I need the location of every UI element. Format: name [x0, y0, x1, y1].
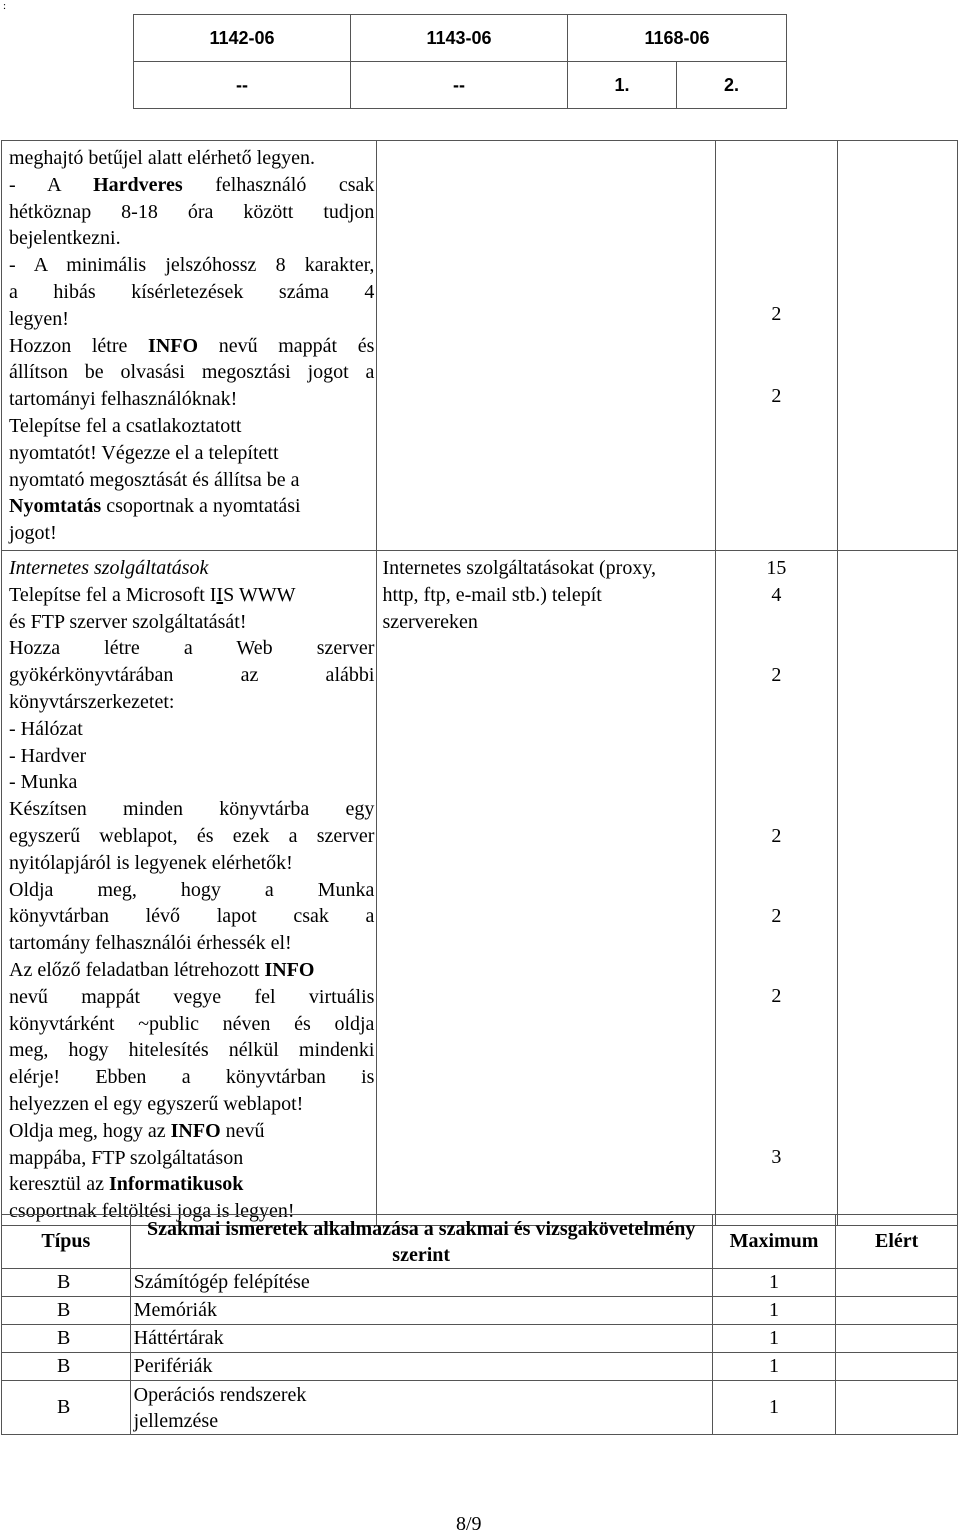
score-value: 2	[771, 905, 782, 927]
skill-header: Szakmai ismeretek alkalmazása a szakmai és vizsgakövetelmény szerint	[130, 1215, 712, 1269]
score-value: 2	[771, 303, 782, 325]
text-line: meg, hogy hitelesítés nélkül mindenki	[9, 1039, 375, 1062]
type-cell: B	[2, 1353, 131, 1381]
text-line: gyökérkönyvtárában az alábbi	[9, 664, 375, 687]
maximum-header: Maximum	[712, 1215, 836, 1269]
table-row	[2, 1325, 958, 1353]
text-line: legyen!	[9, 307, 69, 330]
table-row	[2, 1297, 958, 1325]
text-line: egyszerű weblapot, és ezek a szerver	[9, 824, 375, 847]
text-line: http, ftp, e-mail stb.) telepít	[382, 583, 602, 606]
module-code-cell: 1142-06	[134, 15, 351, 62]
achieved-cell	[837, 141, 957, 551]
skill-cell: Háttértárak	[130, 1325, 712, 1353]
skill-cell: Számítógép felépítése	[130, 1269, 712, 1297]
score-cell	[715, 141, 837, 551]
text-line: állítson be olvasási megosztási jogot a	[9, 361, 375, 384]
score-value: 2	[771, 664, 782, 686]
text-line: helyezzen el egy egyszerű weblapot!	[9, 1092, 304, 1115]
description-cell	[377, 141, 715, 551]
bold-term: INFO	[170, 1119, 221, 1142]
score-value: 3	[771, 1146, 782, 1168]
internet-services-tasks	[9, 555, 374, 1225]
text-line: - Munka	[9, 771, 78, 794]
type-header: Típus	[2, 1215, 131, 1269]
bold-term: Informatikusok	[108, 1173, 244, 1196]
text-line: nevű mappát vegye fel virtuális	[9, 985, 375, 1008]
text-line: könyvtárszerkezetet:	[9, 690, 175, 713]
task-list-continued	[9, 145, 374, 547]
text-line: hétköznap 8-18 óra között tudjon	[9, 200, 375, 223]
maximum-cell: 1	[712, 1325, 836, 1353]
text-line: meghajtó betűjel alatt elérhető legyen.	[9, 147, 315, 169]
achieved-cell	[837, 551, 957, 1226]
achieved-cell	[836, 1297, 958, 1325]
text-line: könyvtárban lévő lapot csak a	[9, 905, 375, 928]
text-line: keresztül az Informatikusok	[9, 1173, 244, 1196]
text-line: bejelentkezni.	[9, 227, 121, 250]
score-value: 2	[771, 385, 782, 407]
text-line: - Hálózat	[9, 717, 83, 740]
section-total-score: 15	[766, 557, 787, 579]
maximum-cell: 1	[712, 1269, 836, 1297]
task-text-cell	[2, 551, 377, 1226]
score-value: 4	[771, 584, 782, 606]
text-line: nyomtató megosztását és állítsa be a	[9, 468, 300, 491]
text-line: nyitólapjáról is legyenek elérhetők!	[9, 851, 293, 874]
text-line: mappába, FTP szolgáltatáson	[9, 1146, 244, 1169]
text-line: Hozzon létre INFO nevű mappát és	[9, 334, 375, 357]
text-line: Internetes szolgáltatásokat (proxy,	[382, 557, 657, 579]
score-cell	[715, 551, 837, 1226]
module-mark-cell: 2.	[677, 62, 787, 109]
text-line: Hozza létre a Web szerver	[9, 637, 375, 660]
page-number: 8/9	[456, 1513, 482, 1535]
achieved-cell	[836, 1381, 958, 1435]
text-line: tartomány felhasználói érhessék el!	[9, 932, 292, 955]
type-cell: B	[2, 1297, 131, 1325]
module-mark-cell: --	[351, 62, 568, 109]
text-line: - A Hardveres felhasználó csak	[9, 173, 375, 196]
maximum-cell: 1	[712, 1353, 836, 1381]
text-line: csoportnak feltöltési joga is legyen!	[9, 1200, 295, 1223]
type-cell: B	[2, 1381, 131, 1435]
type-cell: B	[2, 1325, 131, 1353]
text-line: - Hardver	[9, 744, 87, 767]
table-row	[2, 1269, 958, 1297]
module-mark-cell: --	[134, 62, 351, 109]
text-line: Oldja meg, hogy az INFO nevű	[9, 1119, 265, 1142]
text-line: Nyomtatás csoportnak a nyomtatási	[9, 495, 301, 518]
skill-cell: Memóriák	[130, 1297, 712, 1325]
text-line: Telepítse fel a Microsoft IIS WWW	[9, 583, 296, 606]
module-code-cell: 1168-06	[568, 15, 787, 62]
skill-cell: Perifériák	[130, 1353, 712, 1381]
module-code-table	[133, 14, 787, 109]
skill-cell: Operációs rendszerek jellemzése	[130, 1381, 712, 1435]
bold-term: Nyomtatás	[9, 495, 102, 518]
task-table	[1, 140, 958, 1226]
maximum-cell: 1	[712, 1381, 836, 1435]
achieved-cell	[836, 1269, 958, 1297]
score-value: 2	[771, 985, 782, 1007]
module-code-cell: 1143-06	[351, 15, 568, 62]
text-line: jogot!	[9, 522, 57, 545]
text-line: és FTP szerver szolgáltatását!	[9, 610, 247, 633]
corner-mark: :	[3, 0, 7, 12]
text-line: a hibás kísérletezések száma 4	[9, 280, 375, 303]
bold-term: Hardveres	[93, 173, 183, 196]
score-value: 2	[771, 825, 782, 847]
task-text-cell	[2, 141, 377, 551]
bold-term: INFO	[148, 334, 199, 357]
text-line: - A minimális jelszóhossz 8 karakter,	[9, 254, 375, 277]
table-row	[2, 1381, 958, 1435]
maximum-cell: 1	[712, 1297, 836, 1325]
text-line: elérje! Ebben a könyvtárban is	[9, 1066, 375, 1089]
text-line: könyvtárként ~public néven és oldja	[9, 1012, 375, 1035]
module-mark-cell: 1.	[568, 62, 677, 109]
text-line: Telepítse fel a csatlakoztatott	[9, 414, 242, 437]
section-title: Internetes szolgáltatások	[9, 557, 209, 579]
section-description	[382, 555, 710, 635]
text-line: szervereken	[382, 610, 478, 633]
text-line: nyomtatót! Végezze el a telepített	[9, 441, 279, 464]
text-line: Oldja meg, hogy a Munka	[9, 878, 375, 901]
achieved-cell	[836, 1353, 958, 1381]
achieved-header: Elért	[836, 1215, 958, 1269]
achieved-cell	[836, 1325, 958, 1353]
table-row	[2, 1353, 958, 1381]
text-line: tartományi felhasználóknak!	[9, 388, 238, 411]
text-line: Készítsen minden könyvtárba egy	[9, 798, 375, 821]
text-line: Az előző feladatban létrehozott INFO	[9, 958, 315, 981]
bold-term: INFO	[264, 958, 315, 981]
description-cell	[377, 551, 715, 1226]
type-cell: B	[2, 1269, 131, 1297]
skills-table	[1, 1214, 958, 1435]
